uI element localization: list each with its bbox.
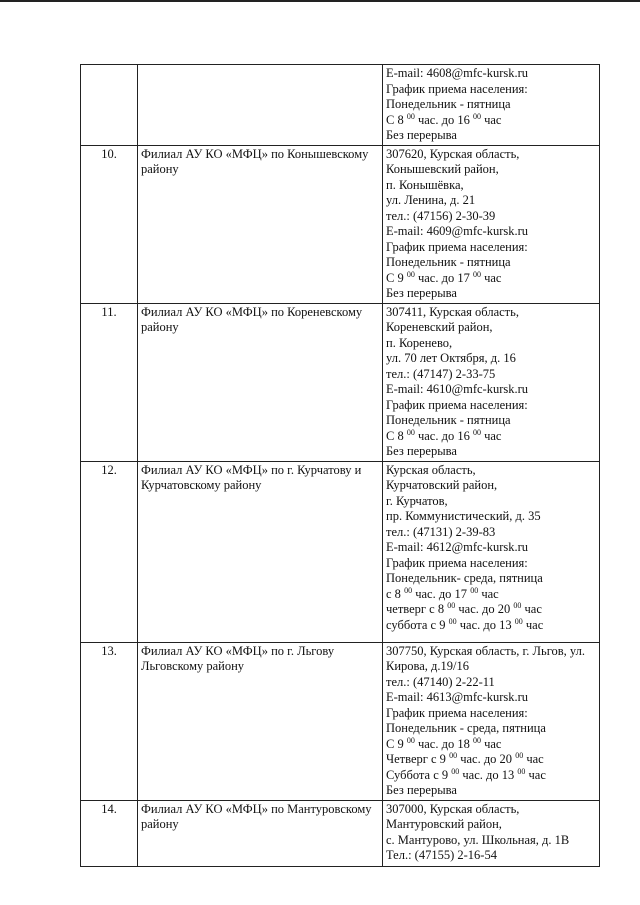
phone-line: тел.: (47147) 2-33-75	[386, 366, 496, 381]
branch-info	[383, 65, 600, 146]
branch-info	[383, 303, 600, 461]
address-line: Конышевский район,	[386, 162, 499, 176]
branch-name: Филиал АУ КО «МФЦ» по Мантуровскому району	[138, 800, 383, 866]
email-line: E-mail: 4609@mfc-kursk.ru	[386, 224, 529, 238]
row-number: 13.	[81, 642, 138, 800]
address-line: 307000, Курская область,	[386, 801, 520, 816]
schedule-hours: С 8 $^{00}$ час. до 16 $^{00}$ час	[386, 427, 502, 443]
schedule-heading: График приема населения:	[386, 239, 528, 254]
schedule-days: Понедельник- среда, пятница	[386, 571, 543, 585]
row-number: 10.	[81, 145, 138, 303]
phone-line: тел.: (47140) 2-22-11	[386, 674, 495, 689]
schedule-heading: График приема населения:	[386, 397, 528, 412]
schedule-days: Понедельник - пятница	[386, 97, 511, 111]
phone-line: Тел.: (47155) 2-16-54	[386, 848, 497, 862]
email-line: E-mail: 4610@mfc-kursk.ru	[386, 382, 529, 396]
address-line: ул. 70 лет Октября, д. 16	[386, 351, 516, 365]
row-number: 14.	[81, 800, 138, 866]
mfc-branches-table	[80, 64, 600, 867]
address-line: г. Курчатов,	[386, 493, 448, 508]
phone-line: тел.: (47131) 2-39-83	[386, 524, 496, 539]
phone-line: тел.: (47156) 2-30-39	[386, 208, 496, 223]
table-row	[81, 800, 600, 866]
schedule-break: Без перерыва	[386, 444, 457, 458]
schedule-break: Без перерыва	[386, 128, 457, 142]
address-line: п. Конышёвка,	[386, 177, 464, 192]
schedule-hours: с 8 $^{00}$ час. до 17 $^{00}$ час	[386, 585, 499, 601]
branch-name: Филиал АУ КО «МФЦ» по Кореневскому району	[138, 303, 383, 461]
address-line: Курская область,	[386, 462, 476, 477]
table-row	[81, 145, 600, 303]
address-line: пр. Коммунистический, д. 35	[386, 509, 541, 523]
schedule-heading: График приема населения:	[386, 555, 528, 570]
schedule-heading: График приема населения:	[386, 81, 528, 96]
email-line: E-mail: 4608@mfc-kursk.ru	[386, 66, 529, 80]
schedule-days: Понедельник - пятница	[386, 413, 511, 427]
schedule-days: Понедельник - пятница	[386, 255, 511, 269]
schedule-days: Понедельник - среда, пятница	[386, 721, 546, 735]
branch-name: Филиал АУ КО «МФЦ» по Конышевскому району	[138, 145, 383, 303]
branch-name: Филиал АУ КО «МФЦ» по г. Льгову Льговскому району	[138, 642, 383, 800]
address-line: п. Коренево,	[386, 335, 453, 350]
address-line: Кореневский район,	[386, 320, 493, 334]
schedule-break: Без перерыва	[386, 286, 457, 300]
table-row	[81, 303, 600, 461]
row-number: 12.	[81, 461, 138, 642]
email-line: E-mail: 4613@mfc-kursk.ru	[386, 690, 529, 704]
address-line: Мантуровский район,	[386, 817, 502, 831]
schedule-hours: четверг с 8 $^{00}$ час. до 20 $^{00}$ час	[386, 601, 542, 616]
schedule-break: Без перерыва	[386, 783, 457, 797]
schedule-hours: С 8 $^{00}$ час. до 16 $^{00}$ час	[386, 111, 502, 127]
address-line: с. Мантурово, ул. Школьная, д. 1В	[386, 832, 570, 847]
address-line: ул. Ленина, д. 21	[386, 193, 476, 207]
branch-name: Филиал АУ КО «МФЦ» по г. Курчатову и Курчатовскому району	[138, 461, 383, 642]
row-number	[81, 65, 138, 146]
table-row	[81, 65, 600, 146]
table-row	[81, 461, 600, 642]
address-line: Курчатовский район,	[386, 478, 498, 492]
address-line: 307620, Курская область,	[386, 146, 520, 161]
schedule-hours: Четверг с 9 $^{00}$ час. до 20 $^{00}$ час	[386, 751, 544, 766]
address-line: 307411, Курская область,	[386, 304, 519, 319]
schedule-hours: С 9 $^{00}$ час. до 17 $^{00}$ час	[386, 269, 502, 285]
branch-info	[383, 145, 600, 303]
branch-info	[383, 800, 600, 866]
row-number: 11.	[81, 303, 138, 461]
branch-name	[138, 65, 383, 146]
branch-info	[383, 461, 600, 642]
schedule-hours: Суббота с 9 $^{00}$ час. до 13 $^{00}$ час	[386, 766, 546, 782]
address-line: 307750, Курская область, г. Льгов, ул. Кирова, д.19/16	[386, 643, 585, 673]
schedule-hours: С 9 $^{00}$ час. до 18 $^{00}$ час	[386, 735, 502, 751]
schedule-heading: График приема населения:	[386, 705, 528, 720]
email-line: E-mail: 4612@mfc-kursk.ru	[386, 540, 529, 554]
top-border-line	[0, 0, 640, 2]
schedule-hours: суббота с 9 $^{00}$ час. до 13 $^{00}$ час	[386, 616, 544, 632]
table-row	[81, 642, 600, 800]
branch-info	[383, 642, 600, 800]
